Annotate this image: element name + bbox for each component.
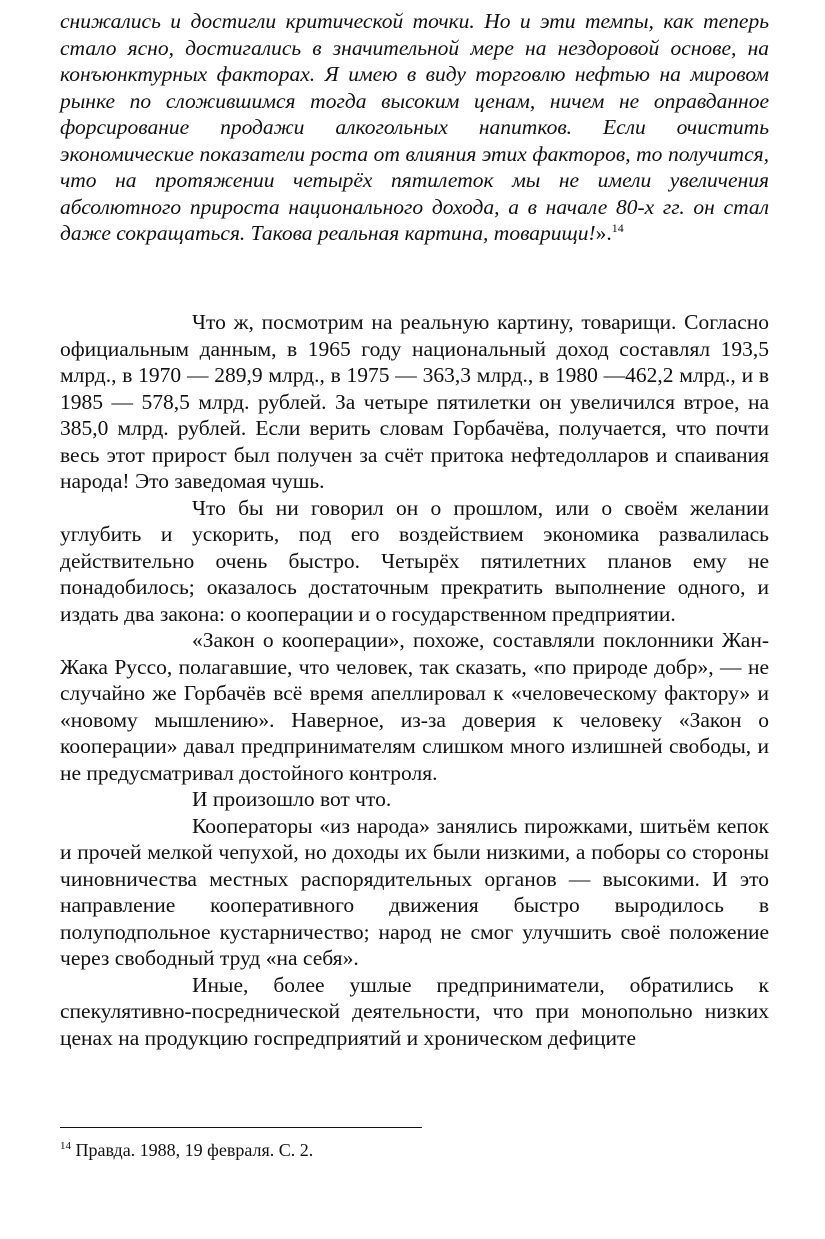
- body-text: [60, 309, 769, 1051]
- paragraph-6: Иные, более ушлые предприниматели, обратились к спекулятивно-посреднической деятельности, что при монопольно низких ценах на продукцию госпредприятий и хроническом дефиците: [60, 972, 769, 1050]
- quotation-text: снижались и достигли критической точки. Но и эти темпы, как теперь стало ясно, достигались в значительной мере на нездоровой основе, на конъюнктурных факторах. Я имею в виду торговлю нефтью на мировом рынке по сложившимся тогда высоким ценам, ничем не оправданное форсирование продажи алкогольных напитков. Если очистить экономические показатели роста от влияния этих факторов, то получится, что на протяжении четырёх пятилеток мы не имели увеличения абсолютного прироста национального дохода, а в начале 80-х гг. он стал даже сокращаться. Такова реальная картина, товарищи!: [60, 9, 769, 245]
- quotation-closing: ».: [595, 221, 612, 245]
- paragraph-3: «Закон о кооперации», похоже, составляли поклонники Жан-Жака Руссо, полагавшие, что человек, так сказать, «по природе добр», — не случайно же Горбачёв всё время апеллировал к «человеческому фактору» и «новому мышлению». Наверное, из-за доверия к человеку «Закон о кооперации» давал предпринимателям слишком много излишней свободы, и не предусматривал достойного контроля.: [60, 628, 769, 785]
- footnote: [60, 1138, 313, 1162]
- footnote-separator: [60, 1127, 422, 1128]
- footnote-text: Правда. 1988, 19 февраля. С. 2.: [71, 1140, 314, 1160]
- quotation-block: [60, 8, 769, 247]
- paragraph-4: И произошло вот что.: [192, 787, 392, 811]
- paragraph-2: Что бы ни говорил он о прошлом, или о своём желании углубить и ускорить, под его воздействием экономика развалилась действительно очень быстро. Четырёх пятилетних планов ему не понадобилось; оказалось достаточным прекратить выполнение одного, и издать два закона: о кооперации и о государственном предприятии.: [60, 495, 769, 626]
- footnote-number: 14: [60, 1140, 71, 1152]
- paragraph-1: Что ж, посмотрим на реальную картину, товарищи. Согласно официальным данным, в 1965 году национальный доход составлял 193,5 млрд., в 1970 — 289,9 млрд., в 1975 — 363,3 млрд., в 1980 —462,2 млрд., и в 1985 — 578,5 млрд. рублей. За четыре пятилетки он увеличился втрое, на 385,0 млрд. рублей. Если верить словам Горбачёва, получается, что почти весь этот прирост был получен за счёт притока нефтедолларов и спаивания народа! Это заведомая чушь.: [60, 310, 769, 493]
- footnote-ref[interactable]: 14: [611, 220, 624, 235]
- paragraph-5: Кооператоры «из народа» занялись пирожками, шитьём кепок и прочей мелкой чепухой, но доходы их были низкими, а поборы со стороны чиновничества местных распорядительных органов — высокими. И это направление кооперативного движения быстро выродилось в полуподпольное кустарничество; народ не смог улучшить своё положение через свободный труд «на себя».: [60, 813, 769, 970]
